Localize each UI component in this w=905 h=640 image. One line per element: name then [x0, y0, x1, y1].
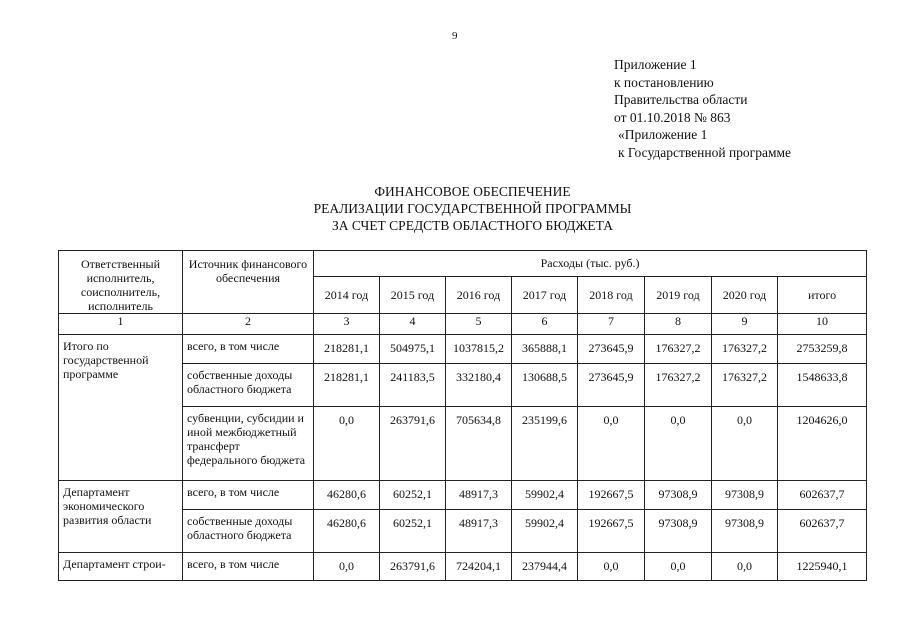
header-year: 2019 год	[645, 276, 712, 313]
column-number: 3	[314, 314, 380, 335]
value-cell: 97308,9	[712, 481, 778, 510]
column-number: 5	[446, 314, 512, 335]
value-cell: 263791,6	[380, 407, 446, 481]
value-cell: 130688,5	[512, 364, 578, 407]
value-cell: 0,0	[712, 553, 778, 581]
title-line: ЗА СЧЕТ СРЕДСТВ ОБЛАСТНОГО БЮДЖЕТА	[331, 218, 614, 233]
value-cell: 602637,7	[778, 510, 867, 553]
header-year: 2015 год	[380, 276, 446, 313]
value-cell: 0,0	[578, 553, 645, 581]
header-year: 2017 год	[512, 276, 578, 313]
responsible-cell: Итого по государственной программе	[59, 335, 183, 481]
value-cell: 48917,3	[446, 481, 512, 510]
responsible-cell: Департамент строи-	[59, 553, 183, 581]
value-cell: 46280,6	[314, 481, 380, 510]
value-cell: 176327,2	[712, 335, 778, 364]
value-cell: 263791,6	[380, 553, 446, 581]
value-cell: 97308,9	[645, 481, 712, 510]
appendix-line: к постановлению	[614, 74, 714, 90]
value-cell: 235199,6	[512, 407, 578, 481]
table-header-row	[59, 251, 867, 277]
value-cell: 237944,4	[512, 553, 578, 581]
title-line: ФИНАНСОВОЕ ОБЕСПЕЧЕНИЕ	[374, 184, 571, 199]
value-cell: 1548633,8	[778, 364, 867, 407]
value-cell: 59902,4	[512, 510, 578, 553]
value-cell: 2753259,8	[778, 335, 867, 364]
value-cell: 332180,4	[446, 364, 512, 407]
appendix-line: к Государственной программе	[618, 144, 792, 160]
header-year: 2018 год	[578, 276, 645, 313]
header-year: 2016 год	[446, 276, 512, 313]
value-cell: 218281,1	[314, 335, 380, 364]
column-number: 10	[778, 314, 867, 335]
value-cell: 1037815,2	[446, 335, 512, 364]
value-cell: 1225940,1	[778, 553, 867, 581]
column-number: 6	[512, 314, 578, 335]
value-cell: 176327,2	[645, 335, 712, 364]
responsible-cell: Департамент экономического развития области	[59, 481, 183, 553]
value-cell: 0,0	[578, 407, 645, 481]
value-cell: 365888,1	[512, 335, 578, 364]
value-cell: 46280,6	[314, 510, 380, 553]
appendix-line: Приложение 1	[614, 57, 697, 72]
header-source: Источник финансового обеспечения	[183, 251, 314, 314]
value-cell: 1204626,0	[778, 407, 867, 481]
value-cell: 48917,3	[446, 510, 512, 553]
value-cell: 705634,8	[446, 407, 512, 481]
source-cell: собственные доходы областного бюджета	[183, 510, 314, 553]
value-cell: 0,0	[314, 407, 380, 481]
value-cell: 59902,4	[512, 481, 578, 510]
value-cell: 0,0	[712, 407, 778, 481]
header-expenses: Расходы (тыс. руб.)	[314, 251, 867, 277]
document-title	[0, 183, 905, 234]
source-cell: субвенции, субсидии и иной межбюджетный трансферт федерального бюджета	[183, 407, 314, 481]
value-cell: 241183,5	[380, 364, 446, 407]
value-cell: 602637,7	[778, 481, 867, 510]
source-cell: всего, в том числе	[183, 481, 314, 510]
value-cell: 0,0	[314, 553, 380, 581]
value-cell: 97308,9	[645, 510, 712, 553]
source-cell: всего, в том числе	[183, 553, 314, 581]
column-numbers-row	[59, 314, 867, 335]
header-year: 2014 год	[314, 276, 380, 313]
financing-table	[58, 250, 867, 581]
table-row	[59, 335, 867, 364]
source-cell: всего, в том числе	[183, 335, 314, 364]
appendix-block	[614, 56, 791, 161]
header-total: итого	[778, 276, 867, 313]
value-cell: 176327,2	[645, 364, 712, 407]
page-number: 9	[452, 30, 458, 42]
value-cell: 192667,5	[578, 510, 645, 553]
value-cell: 192667,5	[578, 481, 645, 510]
value-cell: 60252,1	[380, 481, 446, 510]
value-cell: 273645,9	[578, 364, 645, 407]
header-year: 2020 год	[712, 276, 778, 313]
value-cell: 0,0	[645, 407, 712, 481]
appendix-line: Правительства области	[614, 92, 748, 107]
column-number: 2	[183, 314, 314, 335]
value-cell: 218281,1	[314, 364, 380, 407]
table-row	[59, 553, 867, 581]
source-cell: собственные доходы областного бюджета	[183, 364, 314, 407]
value-cell: 0,0	[645, 553, 712, 581]
column-number: 9	[712, 314, 778, 335]
column-number: 8	[645, 314, 712, 335]
column-number: 7	[578, 314, 645, 335]
value-cell: 504975,1	[380, 335, 446, 364]
appendix-line: «Приложение 1	[618, 127, 708, 142]
column-number: 4	[380, 314, 446, 335]
appendix-line: от 01.10.2018 № 863	[614, 109, 731, 125]
value-cell: 60252,1	[380, 510, 446, 553]
value-cell: 724204,1	[446, 553, 512, 581]
value-cell: 97308,9	[712, 510, 778, 553]
header-responsible: Ответственный исполнитель, соисполнитель, исполнитель	[59, 251, 183, 314]
value-cell: 273645,9	[578, 335, 645, 364]
column-number: 1	[59, 314, 183, 335]
table-row	[59, 481, 867, 510]
value-cell: 176327,2	[712, 364, 778, 407]
title-line: РЕАЛИЗАЦИИ ГОСУДАРСТВЕННОЙ ПРОГРАММЫ	[313, 201, 632, 216]
